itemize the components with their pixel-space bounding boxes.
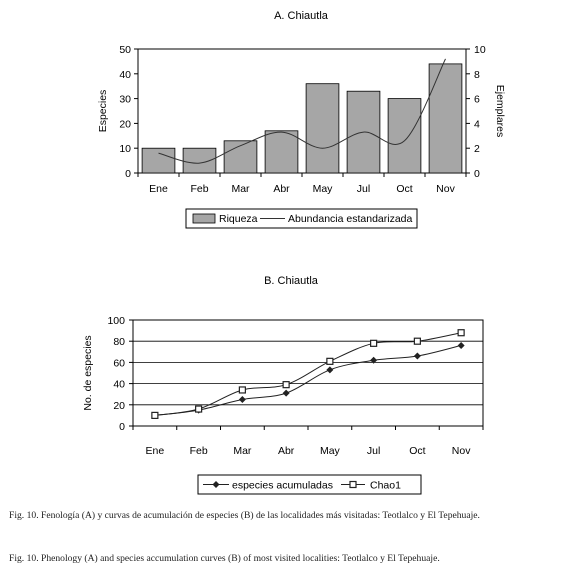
chart-a-y-axis-label: Especies (97, 89, 109, 133)
chart-a-plot-area (119, 44, 486, 195)
figure-caption-spanish: Fig. 10. Fenología (A) y curvas de acumulación de especies (B) de las localidades más visitadas: Teotlalco y El Tepehuaje. (9, 510, 480, 521)
y-tick-label: 50 (119, 44, 131, 56)
x-tick-label: Oct (409, 445, 426, 457)
y2-tick-label: 10 (474, 44, 486, 56)
x-tick-label: Nov (451, 445, 471, 457)
x-tick-label: Feb (190, 183, 209, 195)
y-tick-label: 10 (119, 143, 131, 156)
point-especies-acumuladas (283, 390, 290, 397)
y-tick-label: 100 (107, 315, 125, 327)
x-tick-label: Abr (277, 445, 295, 457)
point-especies-acumuladas (239, 396, 246, 403)
chart-b-legend (198, 475, 421, 494)
point-chao1 (458, 330, 464, 336)
y2-tick-label: 4 (474, 118, 480, 131)
point-chao1 (196, 406, 202, 412)
chart-a-legend (186, 209, 417, 228)
y-tick-label: 0 (125, 168, 131, 180)
y-tick-label: 40 (113, 378, 125, 391)
y2-tick-label: 6 (474, 93, 480, 106)
y-tick-label: 60 (113, 357, 125, 370)
legend-label-chao1: Chao1 (370, 479, 401, 492)
y2-tick-label: 2 (474, 143, 480, 156)
chart-b-title: B. Chiautla (264, 275, 318, 287)
x-tick-label: Mar (231, 183, 250, 195)
point-especies-acumuladas (458, 342, 465, 349)
bar-riqueza (142, 148, 175, 173)
y-tick-label: 0 (119, 421, 125, 433)
point-chao1 (239, 387, 245, 393)
bar-riqueza (265, 131, 298, 173)
chart-b-y-axis-label: No. de especies (82, 335, 94, 411)
point-chao1 (371, 340, 377, 346)
x-tick-label: May (312, 183, 333, 195)
x-tick-label: Ene (149, 183, 168, 195)
chart-a (97, 10, 506, 228)
point-chao1 (283, 382, 289, 388)
x-tick-label: Mar (233, 445, 252, 457)
line-chao1 (155, 333, 461, 416)
y-tick-label: 80 (113, 336, 125, 349)
figure-caption-english: Fig. 10. Phenology (A) and species accumulation curves (B) of most visited localities: Teotlalco y El Tepehuaje. (9, 553, 440, 564)
y2-tick-label: 0 (474, 168, 480, 180)
y-tick-label: 30 (119, 93, 131, 106)
point-chao1 (152, 412, 158, 418)
y-tick-label: 40 (119, 68, 131, 81)
chart-b-plot-area (107, 315, 483, 457)
x-tick-label: Oct (396, 183, 413, 195)
x-tick-label: May (319, 445, 340, 457)
point-chao1 (414, 338, 420, 344)
x-tick-label: Jul (356, 183, 371, 195)
chart-b (82, 275, 483, 494)
chart-b-plot-frame (133, 320, 483, 426)
y-tick-label: 20 (113, 399, 125, 412)
bar-riqueza (429, 64, 462, 173)
x-tick-label: Nov (436, 183, 455, 195)
x-tick-label: Feb (189, 445, 208, 457)
x-tick-label: Abr (273, 183, 290, 195)
point-especies-acumuladas (326, 366, 333, 373)
bar-riqueza (388, 99, 421, 173)
legend-diamond-marker (213, 481, 220, 488)
bar-riqueza (306, 84, 339, 173)
y-tick-label: 20 (119, 118, 131, 131)
legend-swatch-riqueza (193, 214, 215, 223)
point-especies-acumuladas (414, 353, 421, 360)
y2-tick-label: 8 (474, 68, 480, 81)
chart-a-y2-axis-label: Ejemplares (494, 84, 506, 138)
legend-square-marker (350, 482, 356, 488)
chart-a-title: A. Chiautla (274, 10, 328, 22)
x-tick-label: Ene (145, 445, 165, 457)
x-tick-label: Jul (366, 445, 381, 457)
legend-label-riqueza: Riqueza (219, 213, 258, 225)
point-chao1 (327, 358, 333, 364)
bar-riqueza (183, 148, 216, 173)
legend-label-abundancia: Abundancia estandarizada (288, 213, 413, 225)
legend-label-especies-acumuladas: especies acumuladas (232, 479, 333, 492)
